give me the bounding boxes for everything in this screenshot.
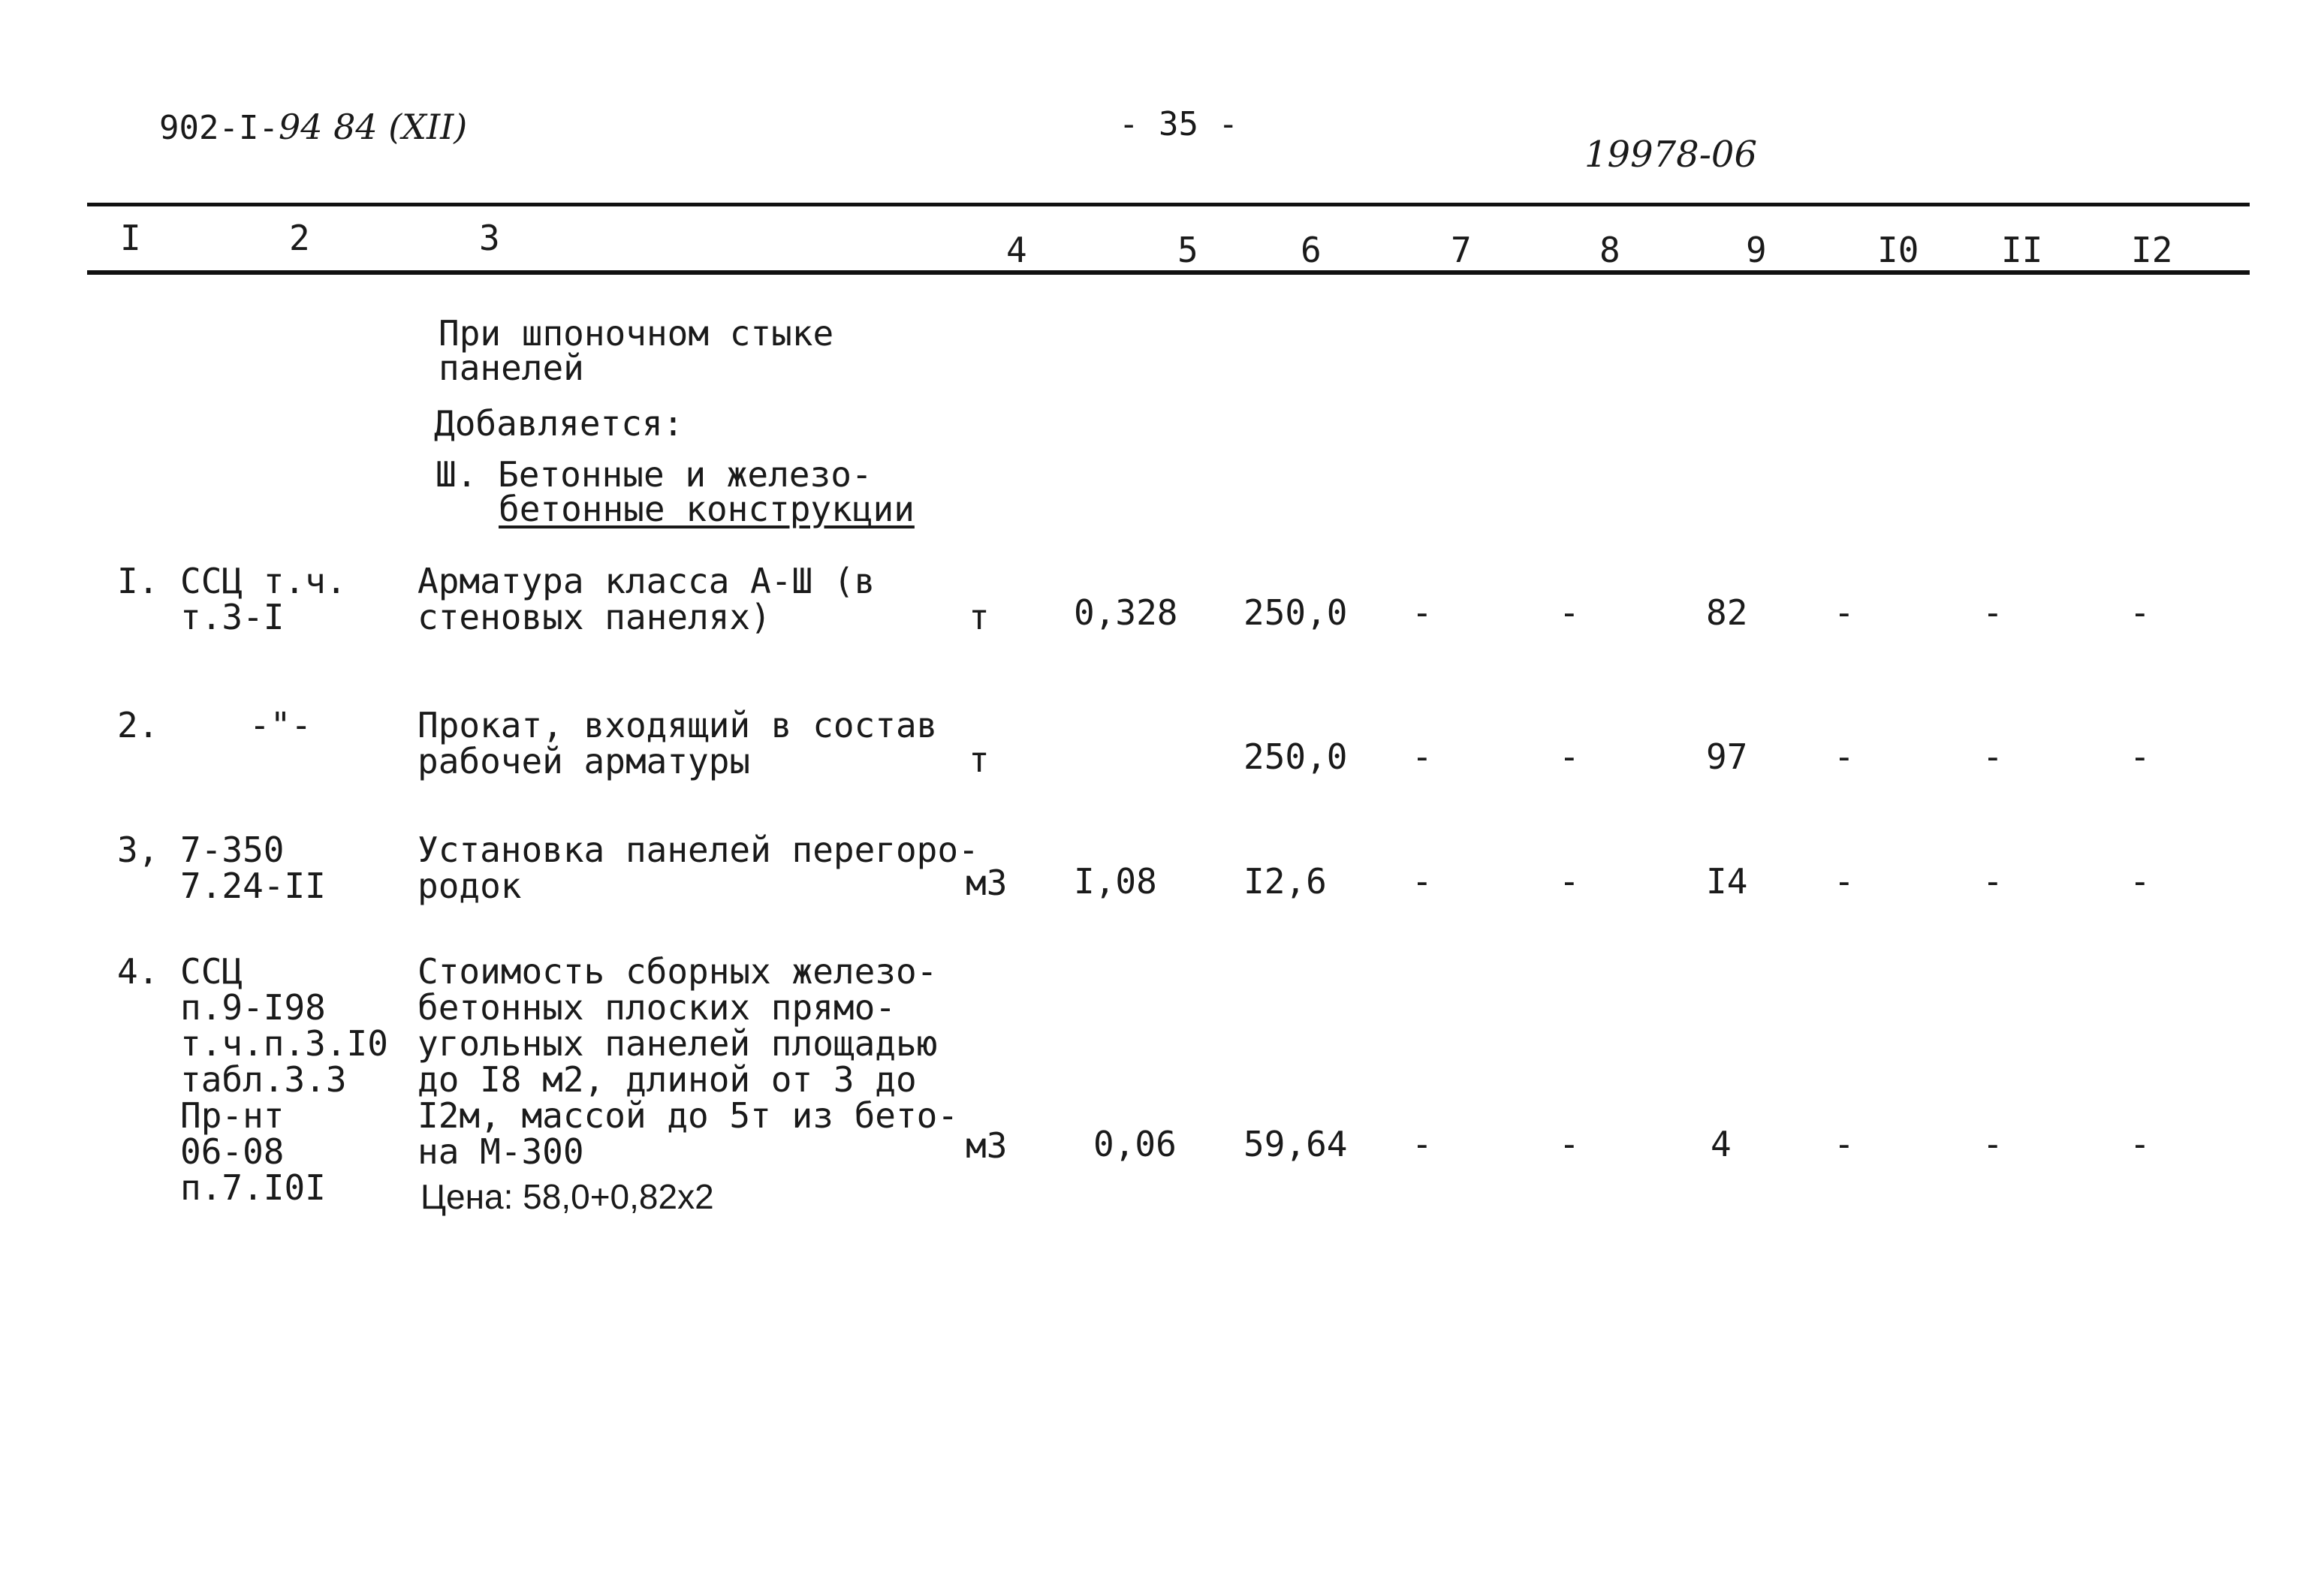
reference-line: ССЦ [180, 951, 243, 992]
row-quantity: 0,328 [1074, 592, 1178, 633]
row-reference [180, 563, 347, 635]
section-title-line-2: бетонные конструкции [499, 489, 915, 529]
row-price: 250,0 [1243, 736, 1348, 777]
doc-code-printed: 902-I- [159, 109, 279, 147]
row-col8: - [1559, 861, 1580, 902]
row-col7: - [1412, 592, 1433, 633]
col-1-header: I [120, 218, 141, 258]
intro-line-2: панелей [439, 348, 584, 388]
row-col12: - [2130, 592, 2151, 633]
col-12-header: I2 [2131, 230, 2173, 270]
row-quantity: I,08 [1074, 861, 1157, 902]
reference-line: т.3-I [180, 597, 285, 637]
row-col7: - [1412, 736, 1433, 777]
row-number: 3, [117, 830, 159, 870]
document-code [159, 107, 467, 147]
row-col12: - [2130, 736, 2151, 777]
row-col11: - [1982, 1124, 2003, 1164]
col-8-header: 8 [1599, 230, 1620, 270]
row-col11: - [1982, 736, 2003, 777]
col-4-header: 4 [1006, 230, 1027, 270]
reference-line: Пр-нт [180, 1095, 285, 1136]
col-10-header: I0 [1877, 230, 1919, 270]
price-note: Цена: 58,0+0,82х2 [421, 1177, 714, 1216]
row-col9: 82 [1706, 592, 1748, 633]
name-line: Прокат, входящий в состав [417, 705, 938, 745]
row-quantity: 0,06 [1093, 1124, 1177, 1164]
row-number: 2. [117, 705, 159, 745]
row-price: 59,64 [1243, 1124, 1348, 1164]
row-unit: т [969, 739, 990, 780]
table-top-rule [87, 203, 2250, 206]
archive-number: 19978-06 [1584, 134, 1757, 176]
row-col11: - [1982, 861, 2003, 902]
doc-code-tail: II) [426, 107, 468, 147]
row-col11: - [1982, 592, 2003, 633]
table-header-rule [87, 270, 2250, 275]
row-name [417, 707, 937, 779]
name-line: на М-300 [417, 1131, 584, 1172]
name-line: Стоимость сборных железо- [417, 951, 938, 992]
row-name [417, 832, 979, 904]
row-col12: - [2130, 1124, 2151, 1164]
added-label: Добавляется: [434, 403, 684, 444]
row-col9: I4 [1706, 861, 1748, 902]
name-line: стеновых панелях) [417, 597, 771, 637]
section-title-line-1: Ш. Бетонные и железо- [436, 454, 873, 495]
row-col8: - [1559, 592, 1580, 633]
col-5-header: 5 [1177, 230, 1198, 270]
name-line: I2м, массой до 5т из бето- [417, 1095, 959, 1136]
row-reference [180, 832, 326, 904]
reference-line: т.ч.п.3.I0 [180, 1023, 388, 1064]
row-unit: м3 [966, 863, 1008, 903]
row-col10: - [1834, 736, 1855, 777]
row-name [417, 563, 875, 635]
intro-line-1: При шпоночном стыке [439, 313, 834, 354]
col-7-header: 7 [1451, 230, 1472, 270]
row-reference [180, 953, 388, 1206]
name-line: до I8 м2, длиной от 3 до [417, 1059, 917, 1100]
row-price: I2,6 [1243, 861, 1327, 902]
row-unit: т [969, 597, 990, 637]
row-number: 4. [117, 951, 159, 992]
name-line: родок [417, 866, 522, 906]
reference-line: табл.3.3 [180, 1059, 347, 1100]
row-col10: - [1834, 1124, 1855, 1164]
col-11-header: II [2001, 230, 2043, 270]
reference-line: п.7.I0I [180, 1167, 326, 1208]
reference-line: п.9-I98 [180, 987, 326, 1028]
row-col10: - [1834, 592, 1855, 633]
reference-line: 06-08 [180, 1131, 285, 1172]
name-line: угольных панелей площадью [417, 1023, 938, 1064]
reference-line: ССЦ т.ч. [180, 561, 347, 601]
row-price: 250,0 [1243, 592, 1348, 633]
reference-line: 7.24-II [180, 866, 326, 906]
col-2-header: 2 [289, 218, 310, 258]
row-number: I. [117, 561, 159, 601]
row-col9: 97 [1706, 736, 1748, 777]
row-col8: - [1559, 736, 1580, 777]
row-reference: -"- [249, 705, 312, 745]
doc-code-handwritten: 94 84 (X [278, 107, 427, 147]
row-col7: - [1412, 861, 1433, 902]
name-line: рабочей арматуры [417, 741, 751, 781]
name-line: бетонных плоских прямо- [417, 987, 896, 1028]
row-col10: - [1834, 861, 1855, 902]
row-name [417, 953, 958, 1170]
col-6-header: 6 [1301, 230, 1322, 270]
row-col9: 4 [1711, 1124, 1732, 1164]
row-unit: м3 [966, 1125, 1008, 1166]
row-col7: - [1412, 1124, 1433, 1164]
page-number: - 35 - [1119, 105, 1238, 143]
row-col12: - [2130, 861, 2151, 902]
name-line: Установка панелей перегоро- [417, 830, 979, 870]
row-col8: - [1559, 1124, 1580, 1164]
col-3-header: 3 [479, 218, 500, 258]
reference-line: 7-350 [180, 830, 285, 870]
col-9-header: 9 [1746, 230, 1767, 270]
name-line: Арматура класса А-Ш (в [417, 561, 876, 601]
